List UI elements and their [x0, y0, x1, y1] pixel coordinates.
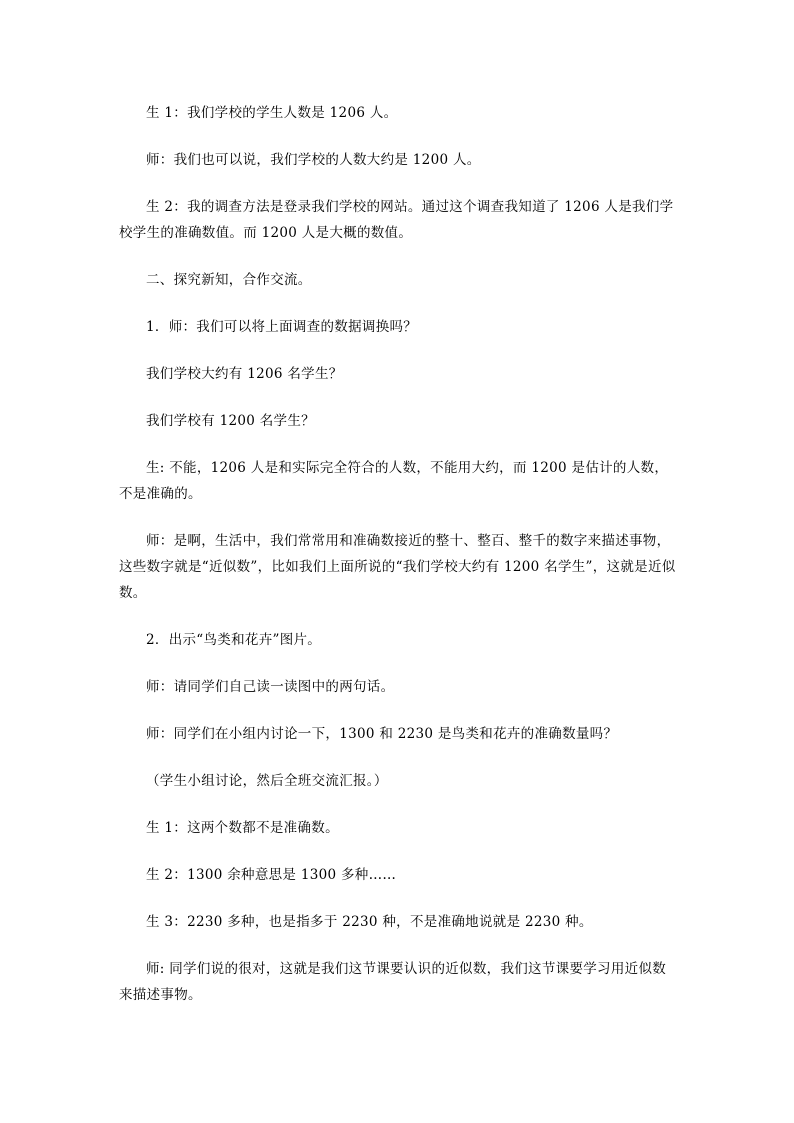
paragraph-student2-reply: 生 2：1300 余种意思是 1300 多种……: [146, 867, 397, 883]
paragraph-student2-method: 生 2：我的调查方法是登录我们学校的网站。通过这个调查我知道了 1206 人是我们学校学生的准确数值。而 1200 人是大概的数值。: [119, 199, 674, 241]
paragraph-teacher-approx: 师：我们也可以说，我们学校的人数大约是 1200 人。: [146, 152, 481, 168]
paragraph-student-reply: 生: 不能，1206 人是和实际完全符合的人数，不能用大约，而 1200 是估计的人数，不是准确的。: [119, 460, 669, 502]
paragraph-teacher-read: 师：请同学们自己读一读图中的两句话。: [146, 679, 395, 695]
paragraph-student1-answer: 生 1：我们学校的学生人数是 1206 人。: [146, 105, 398, 121]
paragraph-sentence-a: 我们学校大约有 1206 名学生？: [146, 366, 343, 382]
paragraph-group-discussion: （学生小组讨论，然后全班交流汇报。）: [146, 773, 388, 789]
paragraph-teacher-summary: 师: 同学们说的很对，这就是我们这节课要认识的近似数，我们这节课要学习用近似数来描述事物。: [119, 961, 667, 1003]
paragraph-student1-reply: 生 1：这两个数都不是准确数。: [146, 820, 339, 836]
paragraph-teacher-definition: 师：是啊，生活中，我们常常用和准确数接近的整十、整百、整千的数字来描述事物，这些数字就是“近似数”，比如我们上面所说的“我们学校大约有 1200 名学生”，这就是近似数。: [119, 533, 676, 601]
paragraph-student3-reply: 生 3：2230 多种，也是指多于 2230 种，不是准确地说就是 2230 种。: [146, 914, 593, 930]
section-heading-explore: 二、探究新知，合作交流。: [146, 272, 312, 288]
paragraph-question-1: 1．师：我们可以将上面调查的数据调换吗？: [146, 319, 418, 335]
paragraph-show-picture: 2．出示“鸟类和花卉”图片。: [146, 632, 322, 648]
paragraph-teacher-discuss: 师：同学们在小组内讨论一下，1300 和 2230 是鸟类和花卉的准确数量吗？: [146, 726, 618, 742]
document-body: [119, 100, 679, 1029]
paragraph-sentence-b: 我们学校有 1200 名学生？: [146, 413, 315, 429]
